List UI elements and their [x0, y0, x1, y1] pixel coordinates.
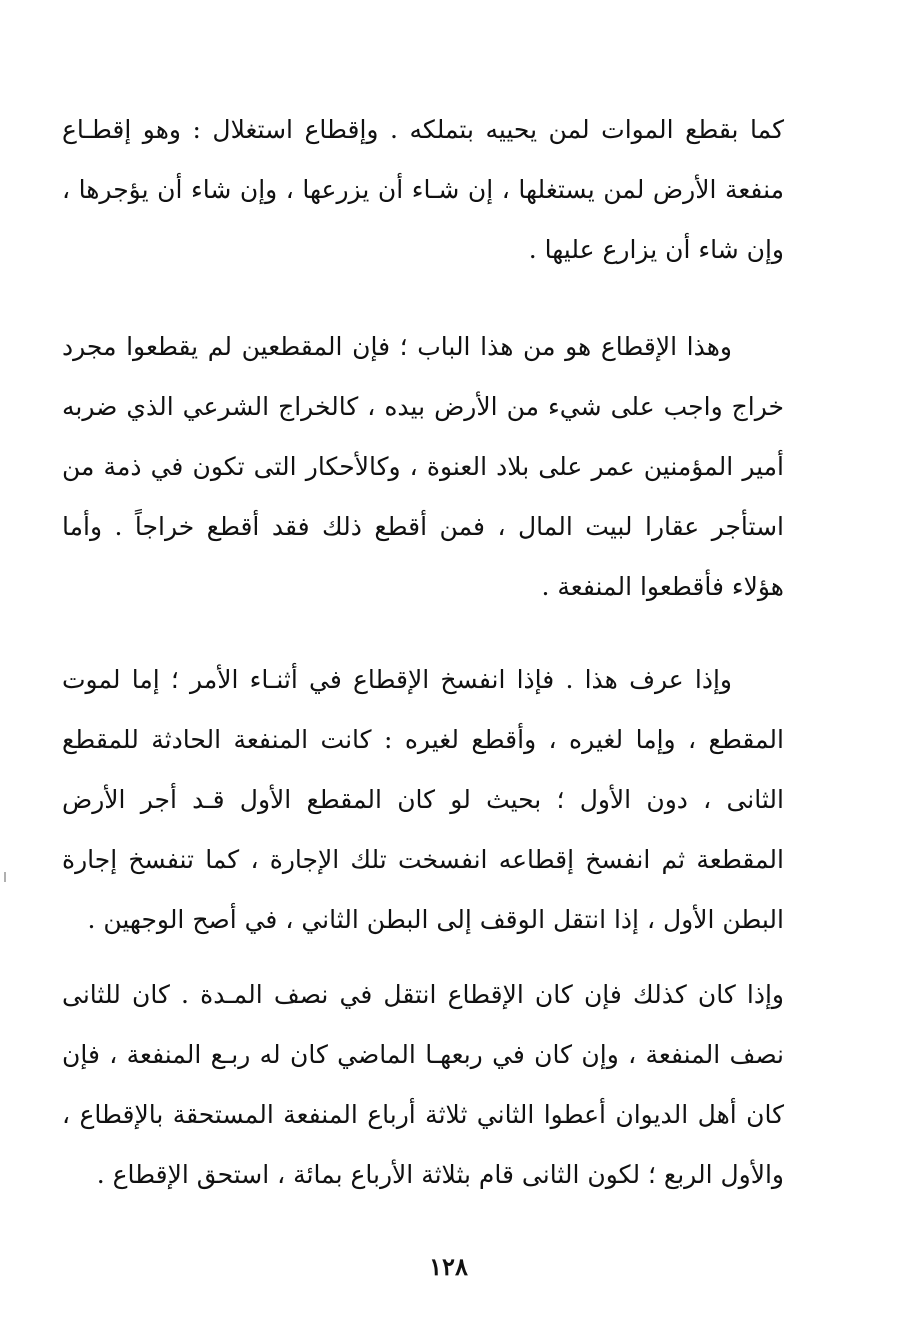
- paragraph-text: وإذا كان كذلك فإن كان الإقطاع انتقل في نصف المـدة . كان للثانى نصف المنفعة ، وإن كان في ربعهـا الماضي كان له ربـع المنفعة ، فإن كان أهل الديوان أعطوا الثاني ثلاثة أرباع المنفعة المستحقة بالإقطاع ، والأول الربع ؛ لكون الثانى قام بثلاثة الأرباع بمائة ، استحق الإقطاع .: [62, 980, 784, 1189]
- paragraph-text: وإذا عرف هذا . فإذا انفسخ الإقطاع في أثنـاء الأمر ؛ إما لموت المقطع ، وإما لغيره ، وأقطع لغيره : كانت المنفعة الحادثة للمقطع الثانى ، دون الأول ؛ بحيث لو كان المقطع الأول قـد أجر الأرض المقطعة ثم انفسخ إقطاعه انفسخت تلك الإجارة ، كما تنفسخ إجارة البطن الأول ، إذا انتقل الوقف إلى البطن الثاني ، في أصح الوجهين .: [62, 665, 784, 934]
- paragraph-4: [62, 965, 784, 1205]
- scan-margin-mark: [4, 872, 6, 882]
- paragraph-text: وهذا الإقطاع هو من هذا الباب ؛ فإن المقطعين لم يقطعوا مجرد خراج واجب على شيء من الأرض بيده ، كالخراج الشرعي الذي ضربه أمير المؤمنين عمر على بلاد العنوة ، وكالأحكار التى تكون في ذمة من استأجر عقارا لبيت المال ، فمن أقطع ذلك فقد أقطع خراجاً . وأما هؤلاء فأقطعوا المنفعة .: [62, 332, 784, 601]
- paragraph-2: [62, 317, 784, 617]
- paragraph-1: [62, 100, 784, 280]
- paragraph-text: كما بقطع الموات لمن يحييه بتملكه . وإقطاع استغلال : وهو إقطـاع منفعة الأرض لمن يستغلها ، إن شـاء أن يزرعها ، وإن شاء أن يؤجرها ، وإن شاء أن يزارع عليها .: [62, 115, 784, 264]
- page-number: ١٢٨: [429, 1252, 468, 1281]
- paragraph-3: [62, 650, 784, 950]
